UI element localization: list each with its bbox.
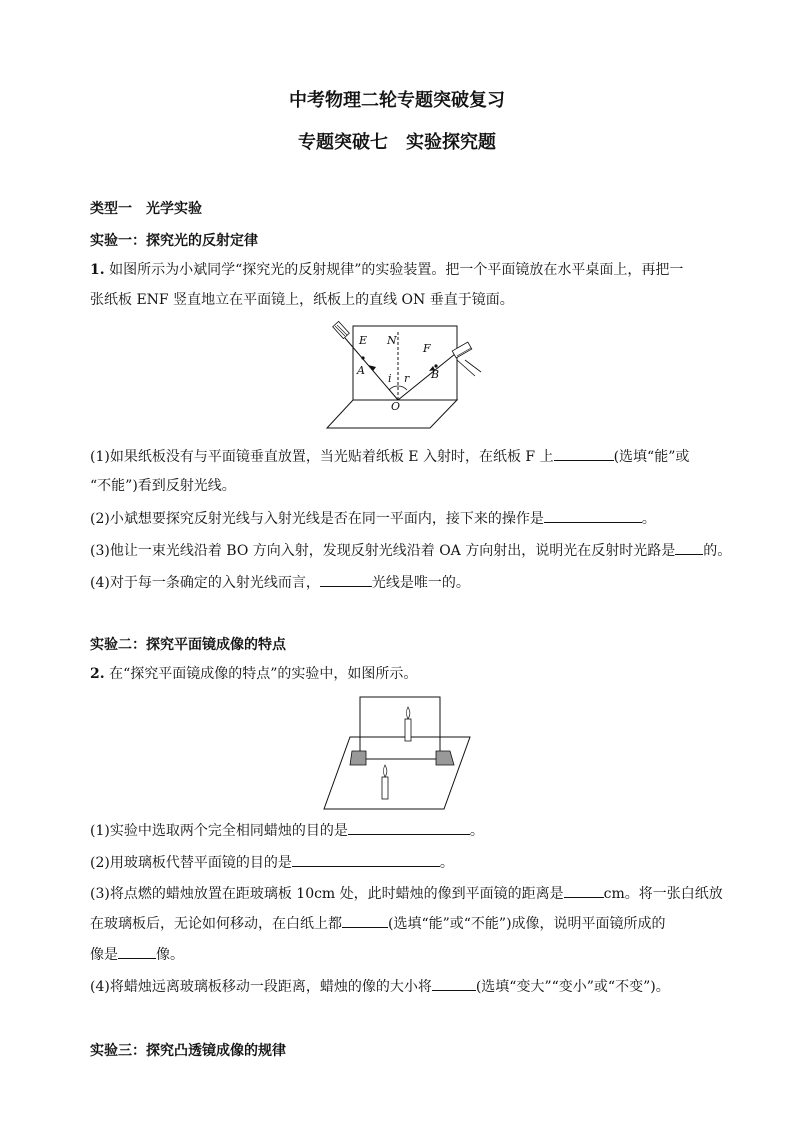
intro-text: 如图所示为小斌同学“探究光的反射规律”的实验装置。把一个平面镜放在水平桌面上，再把一 [109, 262, 684, 278]
exp1-intro-line2: 张纸板 ENF 竖直地立在平面镜上，纸板上的直线 ON 垂直于镜面。 [90, 292, 514, 308]
board-flap [457, 360, 475, 376]
candle-back-icon [405, 707, 411, 741]
label-r: r [404, 372, 410, 385]
exp1-intro-line1 [90, 260, 683, 280]
answer-blank[interactable] [554, 446, 614, 461]
answer-blank[interactable] [675, 540, 703, 555]
answer-blank[interactable] [564, 883, 604, 898]
label-E: E [359, 334, 368, 347]
q1-end: 。 [469, 823, 484, 839]
exp2-intro [90, 664, 417, 684]
exp1-q3 [90, 540, 731, 561]
exp3-heading: 实验三：探究凸透镜成像的规律 [90, 1043, 286, 1059]
paper-board [353, 326, 457, 400]
q3-hint: (选填“能”或“不能”)成像，说明平面镜所成的 [388, 916, 666, 932]
label-A: A [357, 364, 365, 377]
q1-text: (1)实验中选取两个完全相同蜡烛的目的是 [90, 823, 348, 839]
table-plane [324, 737, 470, 809]
q3-text: 在玻璃板后，无论如何移动，在白纸上都 [90, 916, 342, 932]
exp2-q1 [90, 820, 484, 841]
q3-end: 的。 [703, 543, 732, 559]
q4-end: 光线是唯一的。 [371, 575, 470, 591]
exp1-heading: 实验一：探究光的反射定律 [90, 233, 258, 249]
section-type-heading: 类型一 光学实验 [90, 201, 202, 217]
q4-text: (4)对于每一条确定的入射光线而言， [90, 575, 320, 591]
label-N: N [387, 334, 397, 347]
exp1-q4 [90, 572, 470, 593]
question-number: 1. [90, 262, 105, 278]
support-block-left [350, 751, 366, 765]
q4-hint: (选填“变大”“变小”或“不变”)。 [475, 979, 670, 995]
answer-blank[interactable] [348, 820, 470, 835]
exp2-heading: 实验二：探究平面镜成像的特点 [90, 637, 286, 653]
answer-blank[interactable] [544, 508, 642, 523]
answer-blank[interactable] [432, 976, 476, 991]
exp1-q2 [90, 508, 656, 529]
label-F: F [423, 342, 431, 355]
plane-mirror-figure [322, 695, 474, 810]
exp2-q3-line2 [90, 913, 666, 934]
q3-end: 像。 [156, 947, 184, 963]
answer-blank[interactable] [342, 913, 388, 928]
exp2-q2 [90, 852, 454, 873]
laser-pen-left-icon [333, 321, 350, 338]
exp2-q3-line1 [90, 883, 723, 904]
q2-end: 。 [641, 511, 656, 527]
q1-text: (1)如果纸板没有与平面镜垂直放置，当光贴着纸板 E 入射时，在纸板 F 上 [90, 449, 554, 465]
support-block-right [436, 751, 454, 765]
intro-text: 在“探究平面镜成像的特点”的实验中，如图所示。 [109, 666, 418, 682]
label-i: i [388, 372, 392, 385]
q2-text: (2)小斌想要探究反射光线与入射光线是否在同一平面内，接下来的操作是 [90, 511, 544, 527]
answer-blank[interactable] [320, 572, 372, 587]
q3-text: 像是 [90, 947, 118, 963]
reflection-apparatus-figure [325, 320, 485, 430]
glass-plate [360, 697, 440, 759]
exp2-q3-line3 [90, 944, 184, 965]
page-subtitle: 专题突破七 实验探究题 [298, 132, 496, 153]
q3-text: (3)他让一束光线沿着 BO 方向入射，发现反射光线沿着 OA 方向射出，说明光在反射时光路是 [90, 543, 676, 559]
exp2-q4 [90, 976, 670, 997]
q4-text: (4)将蜡烛远离玻璃板移动一段距离，蜡烛的像的大小将 [90, 979, 432, 995]
label-B: B [431, 368, 440, 381]
label-O: O [391, 400, 401, 413]
q3-text: (3)将点燃的蜡烛放置在距玻璃板 10cm 处，此时蜡烛的像到平面镜的距离是 [90, 886, 564, 902]
answer-blank[interactable] [292, 852, 440, 867]
exp1-q1-line1 [90, 446, 689, 467]
exp1-q1-line2: “不能”)看到反射光线。 [90, 478, 236, 494]
answer-blank[interactable] [118, 944, 156, 959]
question-number: 2. [90, 666, 105, 682]
candle-front-icon [382, 765, 388, 799]
q2-text: (2)用玻璃板代替平面镜的目的是 [90, 855, 292, 871]
q1-hint: (选填“能”或 [613, 449, 690, 465]
q2-end: 。 [439, 855, 454, 871]
q3-unit: cm。将一张白纸放 [603, 886, 723, 902]
page-title: 中考物理二轮专题突破复习 [289, 90, 505, 111]
